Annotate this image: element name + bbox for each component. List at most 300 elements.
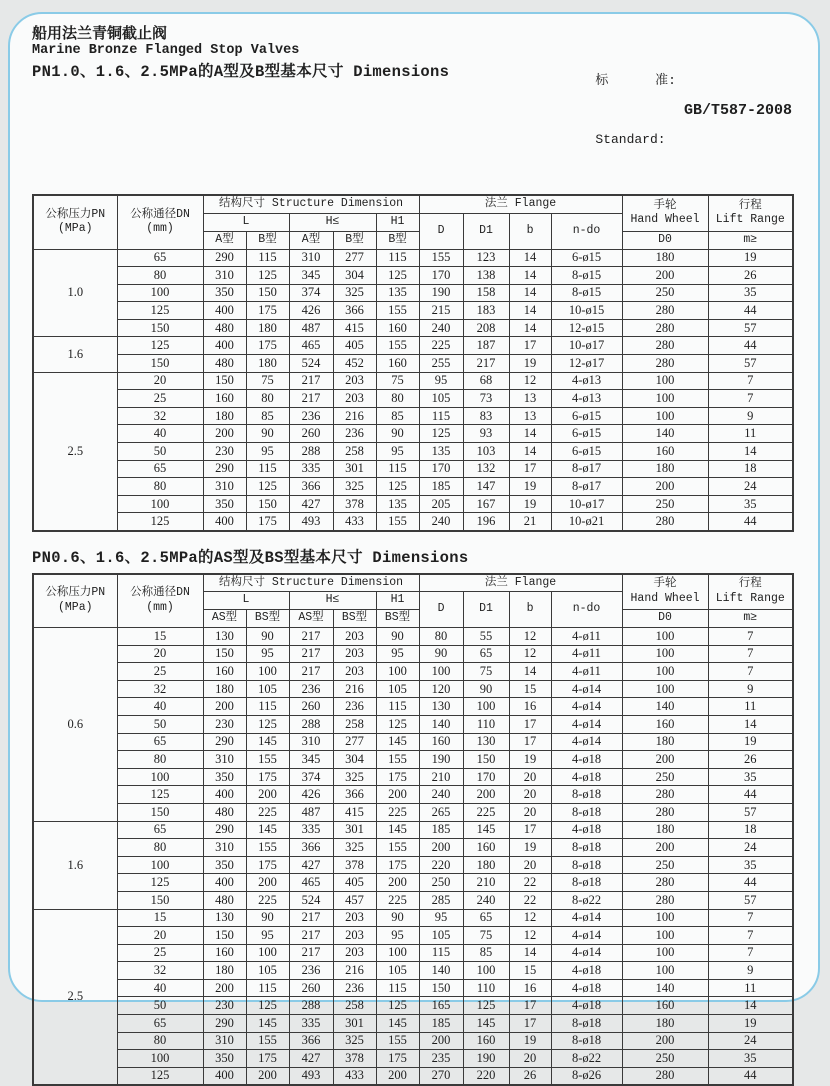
table-cell: 130 — [463, 733, 509, 751]
table-cell: 110 — [463, 715, 509, 733]
table-cell: 12-ø15 — [551, 319, 622, 337]
table-cell: 225 — [246, 891, 289, 909]
table-cell: 19 — [509, 478, 551, 496]
table-cell: 4-ø14 — [551, 944, 622, 962]
table-row — [33, 839, 793, 857]
table-cell: 145 — [376, 1015, 419, 1033]
table-cell: 400 — [203, 337, 246, 355]
table-cell: 187 — [463, 337, 509, 355]
table-cell: 75 — [463, 927, 509, 945]
table-cell: 75 — [376, 372, 419, 390]
table-cell: 115 — [376, 460, 419, 478]
table-cell: 225 — [246, 803, 289, 821]
table-cell: 110 — [463, 979, 509, 997]
table-cell: 17 — [509, 715, 551, 733]
header-pressure: 公称压力PN (MPa) — [33, 195, 117, 249]
table-cell: 120 — [419, 680, 463, 698]
pn-group-cell: 1.6 — [33, 821, 117, 909]
table-row — [33, 249, 793, 267]
table-cell: 100 — [376, 663, 419, 681]
table-cell: 280 — [622, 891, 708, 909]
table-cell: 225 — [463, 803, 509, 821]
table-row — [33, 628, 793, 646]
table-cell: 203 — [333, 372, 376, 390]
table-cell: 100 — [117, 856, 203, 874]
table-cell: 465 — [289, 337, 333, 355]
table-cell: 14 — [708, 443, 793, 461]
table-cell: 185 — [419, 478, 463, 496]
table-cell: 8-ø18 — [551, 1015, 622, 1033]
table-cell: 180 — [203, 407, 246, 425]
table-cell: 345 — [289, 267, 333, 285]
table-cell: 405 — [333, 337, 376, 355]
table-cell: 8-ø26 — [551, 1067, 622, 1085]
table-cell: 21 — [509, 513, 551, 531]
table-cell: 90 — [376, 909, 419, 927]
table-cell: 310 — [203, 267, 246, 285]
table-cell: 155 — [376, 751, 419, 769]
table-cell: 290 — [203, 733, 246, 751]
table-cell: 9 — [708, 680, 793, 698]
table-cell: 487 — [289, 803, 333, 821]
table-cell: 100 — [622, 680, 708, 698]
table-cell: 20 — [117, 927, 203, 945]
table-cell: 145 — [246, 821, 289, 839]
table-cell: 8-ø18 — [551, 874, 622, 892]
table-cell: 304 — [333, 751, 376, 769]
standard-label-cn: 标 准: — [595, 73, 676, 88]
table-cell: 40 — [117, 425, 203, 443]
table-row — [33, 874, 793, 892]
table-cell: 225 — [376, 891, 419, 909]
table-cell: 217 — [289, 645, 333, 663]
table-cell: 95 — [246, 927, 289, 945]
header-L: L — [203, 592, 289, 610]
table-cell: 100 — [622, 927, 708, 945]
table-cell: 250 — [622, 768, 708, 786]
table-row — [33, 962, 793, 980]
table-cell: 90 — [246, 425, 289, 443]
table-cell: 250 — [419, 874, 463, 892]
table-cell: 44 — [708, 786, 793, 804]
table-cell: 14 — [509, 663, 551, 681]
table-cell: 217 — [289, 372, 333, 390]
table-cell: 150 — [419, 979, 463, 997]
table-cell: 280 — [622, 803, 708, 821]
table-cell: 57 — [708, 355, 793, 373]
table-cell: 145 — [376, 821, 419, 839]
table-cell: 285 — [419, 891, 463, 909]
table-cell: 185 — [419, 821, 463, 839]
table-row — [33, 1015, 793, 1033]
table-cell: 9 — [708, 962, 793, 980]
table-cell: 4-ø13 — [551, 390, 622, 408]
header-handwheel: 手轮 Hand Wheel — [622, 195, 708, 231]
table-cell: 175 — [376, 1050, 419, 1068]
table-cell: 100 — [622, 372, 708, 390]
table-cell: 32 — [117, 680, 203, 698]
table-cell: 105 — [246, 680, 289, 698]
table-cell: 130 — [203, 628, 246, 646]
table-cell: 8-ø18 — [551, 786, 622, 804]
table-cell: 155 — [419, 249, 463, 267]
table-cell: 95 — [376, 927, 419, 945]
table-cell: 7 — [708, 645, 793, 663]
table-cell: 35 — [708, 495, 793, 513]
table-cell: 44 — [708, 874, 793, 892]
header-pressure: 公称压力PN (MPa) — [33, 574, 117, 628]
table-cell: 90 — [376, 628, 419, 646]
title-english: Marine Bronze Flanged Stop Valves — [32, 42, 300, 58]
table-cell: 160 — [463, 839, 509, 857]
table-cell: 8-ø18 — [551, 803, 622, 821]
table-cell: 183 — [463, 302, 509, 320]
table-cell: 378 — [333, 856, 376, 874]
table-cell: 95 — [419, 909, 463, 927]
table-cell: 90 — [246, 909, 289, 927]
table-cell: 145 — [246, 1015, 289, 1033]
table-row — [33, 821, 793, 839]
table-row — [33, 786, 793, 804]
table-cell: 426 — [289, 302, 333, 320]
table-cell: 196 — [463, 513, 509, 531]
table-cell: 4-ø18 — [551, 821, 622, 839]
table-cell: 100 — [622, 407, 708, 425]
table-cell: 73 — [463, 390, 509, 408]
table-cell: 255 — [419, 355, 463, 373]
table-row — [33, 460, 793, 478]
table-cell: 115 — [419, 944, 463, 962]
header-flange: 法兰 Flange — [419, 574, 622, 592]
table-cell: 4-ø13 — [551, 372, 622, 390]
table-row — [33, 284, 793, 302]
table1-dimensions-table — [32, 194, 794, 532]
table-cell: 35 — [708, 768, 793, 786]
table-cell: 80 — [117, 751, 203, 769]
table-cell: 236 — [333, 979, 376, 997]
table-row — [33, 663, 793, 681]
table-cell: 100 — [622, 390, 708, 408]
table-row — [33, 495, 793, 513]
table-cell: 216 — [333, 680, 376, 698]
header-diameter: 公称通径DN (mm) — [117, 195, 203, 249]
table-cell: 125 — [117, 513, 203, 531]
table-cell: 24 — [708, 478, 793, 496]
table-cell: 200 — [622, 839, 708, 857]
header-H1-type-b: BS型 — [376, 610, 419, 628]
table-cell: 310 — [203, 1032, 246, 1050]
table-cell: 50 — [117, 997, 203, 1015]
table-cell: 304 — [333, 267, 376, 285]
table-cell: 185 — [419, 1015, 463, 1033]
table-cell: 203 — [333, 927, 376, 945]
table-cell: 150 — [203, 927, 246, 945]
table-cell: 4-ø14 — [551, 680, 622, 698]
table-cell: 8-ø18 — [551, 839, 622, 857]
table-cell: 15 — [509, 962, 551, 980]
table-cell: 200 — [203, 425, 246, 443]
table-cell: 217 — [289, 663, 333, 681]
table-cell: 288 — [289, 715, 333, 733]
header-H1: H1 — [376, 213, 419, 231]
table-cell: 4-ø18 — [551, 751, 622, 769]
table-cell: 155 — [246, 1032, 289, 1050]
table-cell: 17 — [509, 1015, 551, 1033]
table-cell: 26 — [509, 1067, 551, 1085]
table-cell: 35 — [708, 284, 793, 302]
table-cell: 55 — [463, 628, 509, 646]
table-cell: 4-ø14 — [551, 715, 622, 733]
table-cell: 280 — [622, 319, 708, 337]
table-cell: 378 — [333, 495, 376, 513]
table-cell: 200 — [419, 839, 463, 857]
table-cell: 190 — [419, 751, 463, 769]
table-cell: 6-ø15 — [551, 407, 622, 425]
table-cell: 203 — [333, 645, 376, 663]
table-cell: 217 — [289, 927, 333, 945]
table-cell: 8-ø17 — [551, 460, 622, 478]
table-cell: 150 — [463, 751, 509, 769]
table-cell: 15 — [117, 628, 203, 646]
table-cell: 15 — [117, 909, 203, 927]
table-cell: 140 — [419, 962, 463, 980]
pn-group-cell: 1.6 — [33, 337, 117, 372]
table-cell: 325 — [333, 768, 376, 786]
table-cell: 280 — [622, 302, 708, 320]
table-cell: 7 — [708, 372, 793, 390]
table-cell: 155 — [376, 839, 419, 857]
table-cell: 125 — [376, 267, 419, 285]
table-cell: 100 — [622, 663, 708, 681]
table-row — [33, 1050, 793, 1068]
header-diameter: 公称通径DN (mm) — [117, 574, 203, 628]
table-cell: 160 — [376, 355, 419, 373]
table-cell: 7 — [708, 390, 793, 408]
table-cell: 12 — [509, 372, 551, 390]
table-cell: 75 — [463, 663, 509, 681]
table-cell: 12 — [509, 645, 551, 663]
table-cell: 8-ø17 — [551, 478, 622, 496]
table-cell: 524 — [289, 891, 333, 909]
table-cell: 155 — [246, 751, 289, 769]
standard-labels — [595, 32, 676, 188]
table-cell: 100 — [246, 944, 289, 962]
table-cell: 180 — [622, 733, 708, 751]
table-cell: 83 — [463, 407, 509, 425]
table-cell: 200 — [246, 874, 289, 892]
table-cell: 400 — [203, 874, 246, 892]
table-cell: 350 — [203, 1050, 246, 1068]
table-cell: 290 — [203, 821, 246, 839]
table-cell: 335 — [289, 460, 333, 478]
table-row — [33, 803, 793, 821]
table-cell: 115 — [246, 249, 289, 267]
table-cell: 203 — [333, 628, 376, 646]
table-cell: 167 — [463, 495, 509, 513]
table-cell: 115 — [246, 979, 289, 997]
table-cell: 20 — [509, 856, 551, 874]
table-cell: 125 — [376, 997, 419, 1015]
table-cell: 366 — [289, 1032, 333, 1050]
table-cell: 301 — [333, 1015, 376, 1033]
table-cell: 310 — [203, 839, 246, 857]
table-cell: 203 — [333, 390, 376, 408]
table-cell: 68 — [463, 372, 509, 390]
table-row — [33, 513, 793, 531]
table-cell: 140 — [622, 425, 708, 443]
table-cell: 7 — [708, 663, 793, 681]
table-cell: 288 — [289, 997, 333, 1015]
table-cell: 57 — [708, 803, 793, 821]
table-cell: 4-ø14 — [551, 927, 622, 945]
table-cell: 208 — [463, 319, 509, 337]
table-cell: 170 — [463, 768, 509, 786]
table-row — [33, 997, 793, 1015]
table-cell: 14 — [509, 944, 551, 962]
table-cell: 350 — [203, 768, 246, 786]
table-cell: 345 — [289, 751, 333, 769]
table-cell: 11 — [708, 425, 793, 443]
table-cell: 335 — [289, 1015, 333, 1033]
table-cell: 35 — [708, 856, 793, 874]
header-n-do: n-do — [551, 592, 622, 628]
table-cell: 378 — [333, 1050, 376, 1068]
table2-container — [32, 573, 798, 1086]
table-cell: 216 — [333, 407, 376, 425]
table-cell: 90 — [419, 645, 463, 663]
table-cell: 105 — [376, 962, 419, 980]
table-cell: 160 — [622, 715, 708, 733]
table-cell: 12 — [509, 909, 551, 927]
table-cell: 4-ø11 — [551, 645, 622, 663]
standard-block — [595, 32, 792, 188]
table-cell: 40 — [117, 698, 203, 716]
table-cell: 175 — [246, 337, 289, 355]
table-cell: 130 — [419, 698, 463, 716]
table-cell: 350 — [203, 495, 246, 513]
header-L-type-a: A型 — [203, 231, 246, 249]
table-cell: 4-ø11 — [551, 663, 622, 681]
table-cell: 180 — [622, 821, 708, 839]
table-cell: 200 — [203, 979, 246, 997]
table-cell: 310 — [203, 751, 246, 769]
table-cell: 100 — [246, 663, 289, 681]
header-structure: 结构尺寸 Structure Dimension — [203, 574, 419, 592]
table-row — [33, 267, 793, 285]
table-cell: 14 — [509, 267, 551, 285]
table-cell: 100 — [463, 962, 509, 980]
table-cell: 250 — [622, 495, 708, 513]
table-cell: 258 — [333, 443, 376, 461]
table-cell: 427 — [289, 1050, 333, 1068]
table-cell: 20 — [509, 1050, 551, 1068]
table-cell: 310 — [289, 249, 333, 267]
table-cell: 465 — [289, 874, 333, 892]
table-cell: 123 — [463, 249, 509, 267]
table-cell: 426 — [289, 786, 333, 804]
table-cell: 180 — [622, 1015, 708, 1033]
table-cell: 158 — [463, 284, 509, 302]
table-cell: 280 — [622, 337, 708, 355]
table-cell: 225 — [419, 337, 463, 355]
table-cell: 4-ø14 — [551, 909, 622, 927]
table-cell: 200 — [622, 1032, 708, 1050]
table-cell: 4-ø14 — [551, 698, 622, 716]
table-cell: 400 — [203, 786, 246, 804]
table-cell: 7 — [708, 909, 793, 927]
table-cell: 57 — [708, 891, 793, 909]
table-cell: 17 — [509, 460, 551, 478]
table-cell: 325 — [333, 284, 376, 302]
table-cell: 301 — [333, 821, 376, 839]
table-cell: 8-ø15 — [551, 267, 622, 285]
table-cell: 190 — [419, 284, 463, 302]
table-cell: 17 — [509, 997, 551, 1015]
table-cell: 200 — [376, 1067, 419, 1085]
pn-group-cell: 1.0 — [33, 249, 117, 337]
table-cell: 277 — [333, 249, 376, 267]
table-cell: 230 — [203, 443, 246, 461]
header-L-type-b: BS型 — [246, 610, 289, 628]
table-cell: 80 — [117, 267, 203, 285]
table-cell: 80 — [419, 628, 463, 646]
table-cell: 155 — [376, 1032, 419, 1050]
table-row — [33, 733, 793, 751]
table-cell: 18 — [708, 821, 793, 839]
table-cell: 80 — [117, 478, 203, 496]
table-cell: 480 — [203, 355, 246, 373]
table-row — [33, 751, 793, 769]
table-cell: 452 — [333, 355, 376, 373]
table-cell: 15 — [509, 680, 551, 698]
header-H-type-a: AS型 — [289, 610, 333, 628]
table-row — [33, 909, 793, 927]
table-cell: 115 — [419, 407, 463, 425]
table-cell: 135 — [376, 495, 419, 513]
table-cell: 366 — [289, 839, 333, 857]
table-cell: 95 — [246, 443, 289, 461]
header-H: H≤ — [289, 592, 376, 610]
table-cell: 145 — [463, 821, 509, 839]
table-cell: 310 — [289, 733, 333, 751]
table-cell: 65 — [117, 460, 203, 478]
table-cell: 155 — [376, 302, 419, 320]
table-cell: 95 — [419, 372, 463, 390]
table-cell: 200 — [376, 786, 419, 804]
table-cell: 90 — [246, 628, 289, 646]
table-cell: 11 — [708, 979, 793, 997]
table-cell: 260 — [289, 425, 333, 443]
table-cell: 147 — [463, 478, 509, 496]
table-cell: 230 — [203, 997, 246, 1015]
table-cell: 7 — [708, 628, 793, 646]
table-row — [33, 443, 793, 461]
table-cell: 19 — [509, 751, 551, 769]
table-cell: 325 — [333, 839, 376, 857]
table-cell: 145 — [463, 1015, 509, 1033]
table-cell: 25 — [117, 944, 203, 962]
table-cell: 290 — [203, 460, 246, 478]
table-cell: 366 — [333, 786, 376, 804]
table-cell: 236 — [289, 680, 333, 698]
table-cell: 250 — [622, 284, 708, 302]
table-cell: 115 — [376, 698, 419, 716]
table-row — [33, 680, 793, 698]
table-cell: 301 — [333, 460, 376, 478]
table-cell: 65 — [463, 645, 509, 663]
table-cell: 93 — [463, 425, 509, 443]
table-row — [33, 390, 793, 408]
